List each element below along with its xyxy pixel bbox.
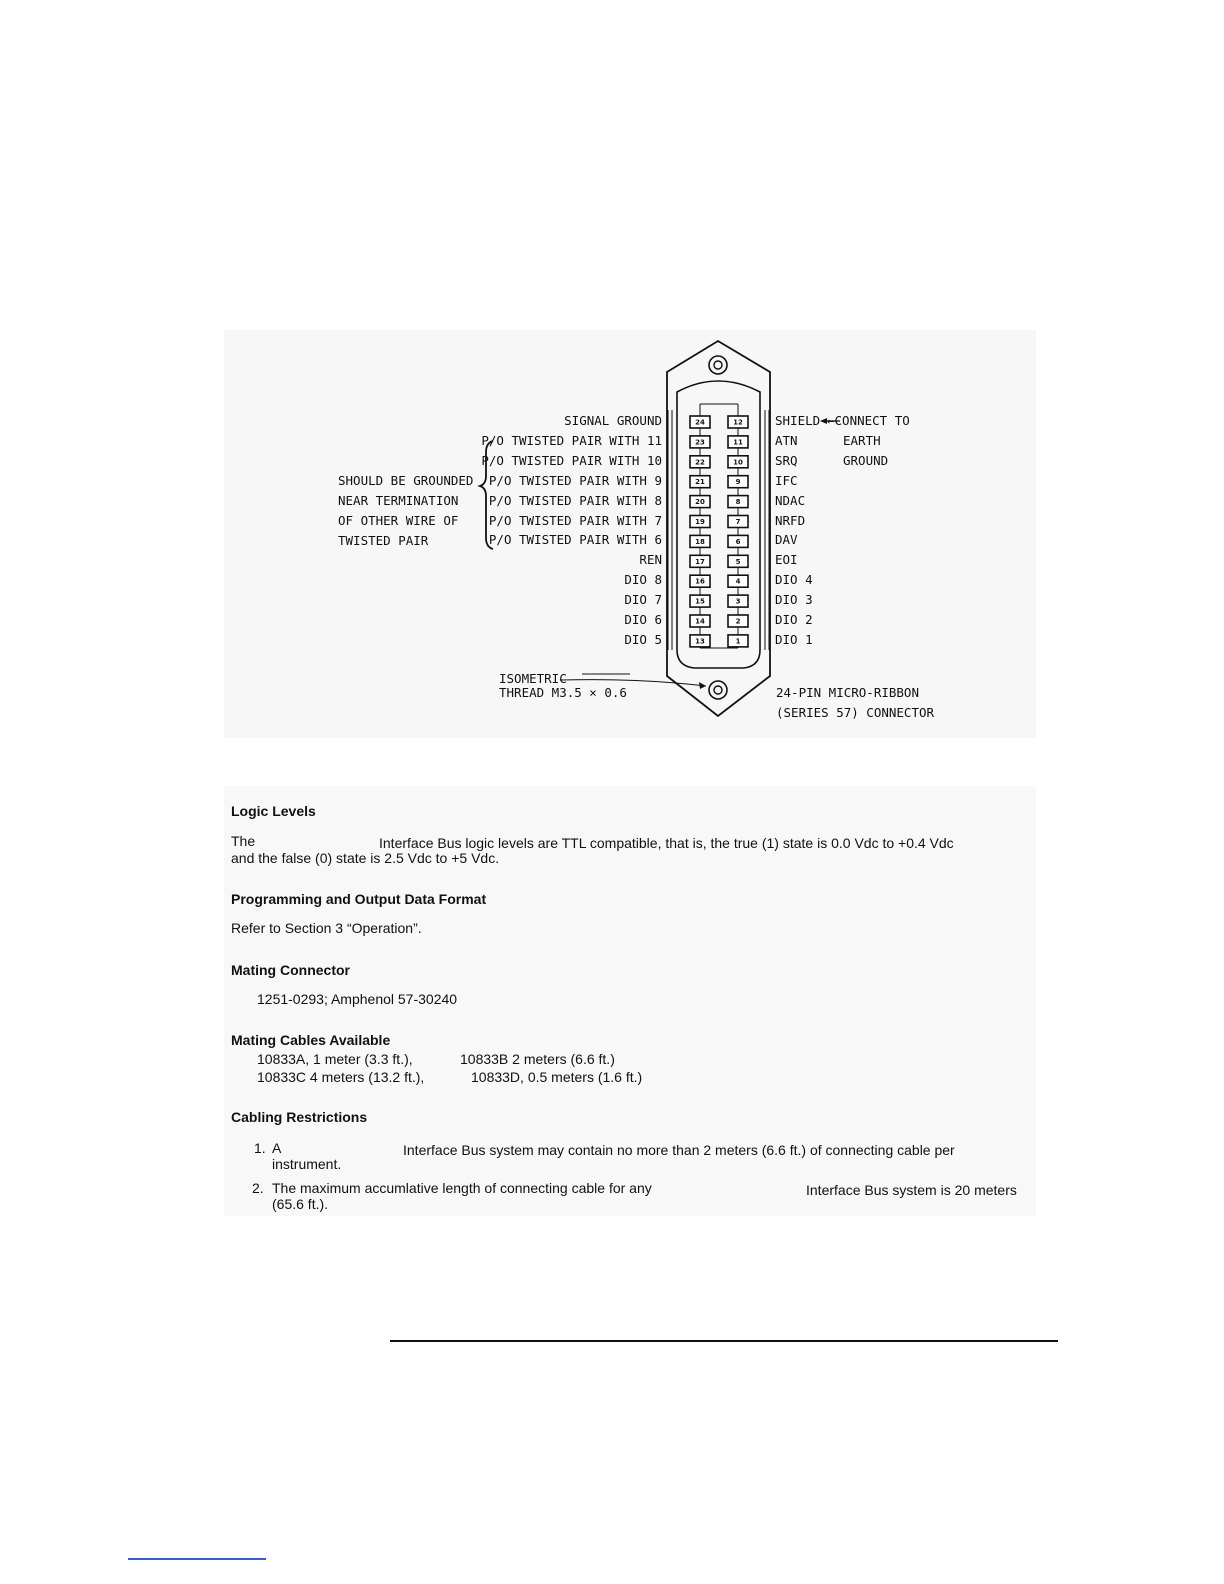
pin-number: 13: [695, 637, 705, 646]
left-pin-label: P/O TWISTED PAIR WITH 6: [488, 532, 662, 548]
left-pin-label: DIO 5: [624, 631, 662, 647]
item2-number: 2.: [252, 1180, 264, 1196]
connector-diagram: [0, 0, 1224, 760]
pin-number: 19: [695, 518, 705, 526]
shield-note-3: GROUND: [843, 453, 889, 468]
pin-number: 22: [695, 458, 705, 467]
logic-text-1: Interface Bus logic levels are TTL compatible, that is, the true (1) state is 0.0 Vdc to +0.4 Vdc: [379, 835, 954, 851]
pin-number: 6: [735, 537, 741, 546]
grounded-note-2: NEAR TERMINATION: [338, 493, 459, 508]
right-pin-label: SHIELD: [775, 413, 821, 428]
right-pin-label: SRQ: [775, 452, 798, 468]
cabling-restrictions-heading: Cabling Restrictions: [231, 1109, 368, 1125]
pin-number: 11: [733, 438, 743, 447]
left-pin-label: P/O TWISTED PAIR WITH 10: [481, 452, 662, 468]
cable-10833d: 10833D, 0.5 meters (1.6 ft.): [471, 1069, 643, 1085]
pin-number: 21: [695, 478, 705, 487]
pin-number: 3: [735, 597, 741, 606]
left-pin-label: SIGNAL GROUND: [564, 413, 662, 428]
right-pin-label: EOI: [775, 552, 798, 568]
pin-number: 14: [695, 617, 705, 626]
item2-text: The maximum accumlative length of connecting cable for any: [272, 1180, 652, 1196]
right-pin-label: DIO 2: [775, 612, 813, 627]
cable-10833a: 10833A, 1 meter (3.3 ft.),: [257, 1051, 413, 1067]
thread-label-1: ISOMETRIC: [499, 671, 567, 686]
right-pin-label: DAV: [775, 532, 798, 548]
pin-number: 5: [735, 557, 741, 566]
left-pin-label: P/O TWISTED PAIR WITH 11: [481, 432, 662, 448]
mating-connector-heading: Mating Connector: [231, 962, 350, 978]
item1-text-end: instrument.: [272, 1156, 342, 1172]
pin-number: 18: [695, 537, 705, 546]
bottom-screw-icon: [709, 681, 727, 699]
right-pin-label: ATN: [775, 432, 798, 448]
right-pin-label: DIO 3: [775, 592, 813, 608]
pin-number: 2: [735, 617, 741, 626]
right-pin-label: NDAC: [775, 492, 806, 508]
logic-levels-heading: Logic Levels: [231, 803, 316, 819]
right-pin-label: NRFD: [775, 512, 806, 528]
grounded-note-4: TWISTED PAIR: [338, 533, 429, 548]
pin-number: 8: [735, 498, 741, 507]
pin-number: 9: [735, 478, 741, 487]
cable-10833b: 10833B 2 meters (6.6 ft.): [460, 1051, 615, 1067]
thread-label-2: THREAD M3.5 × 0.6: [499, 685, 627, 700]
connector-label-1: 24-PIN MICRO-RIBBON: [776, 685, 919, 700]
mating-cables-heading: Mating Cables Available: [231, 1032, 391, 1048]
programming-text: Refer to Section 3 “Operation”.: [231, 920, 422, 936]
pin-number: 7: [735, 518, 741, 526]
cable-10833c: 10833C 4 meters (13.2 ft.),: [257, 1069, 425, 1085]
connector-outer-shell: [667, 341, 770, 716]
left-pin-label: REN: [639, 552, 662, 568]
left-pin-label: DIO 8: [624, 572, 662, 588]
grounded-note-1: SHOULD BE GROUNDED: [338, 473, 474, 488]
pin-number: 24: [695, 418, 705, 427]
pin-number: 23: [695, 438, 705, 447]
connector-label-2: (SERIES 57) CONNECTOR: [776, 705, 935, 720]
shield-note-2: EARTH: [843, 433, 881, 448]
grounded-note-3: OF OTHER WIRE OF: [338, 513, 459, 528]
right-pin-label: DIO 4: [775, 572, 813, 588]
footer-rule: [390, 1340, 1058, 1342]
item1-text: Interface Bus system may contain no more than 2 meters (6.6 ft.) of connecting cable per: [403, 1142, 955, 1158]
right-pin-label: IFC: [775, 472, 798, 488]
left-pin-label: DIO 7: [624, 592, 662, 608]
left-pin-label: P/O TWISTED PAIR WITH 8: [488, 492, 662, 508]
pin-number: 17: [695, 557, 705, 566]
logic-text-2: and the false (0) state is 2.5 Vdc to +5 Vdc.: [231, 850, 500, 866]
pin-number: 20: [695, 498, 705, 507]
item1-text-start: A: [272, 1140, 282, 1156]
item2-text-b: Interface Bus system is 20 meters: [806, 1182, 1017, 1198]
left-pin-label: DIO 6: [624, 612, 662, 627]
programming-heading: Programming and Output Data Format: [231, 891, 487, 907]
right-pin-label: DIO 1: [775, 631, 813, 647]
item1-number: 1.: [254, 1140, 266, 1156]
pin-number: 10: [733, 458, 743, 467]
shield-note-1: ←CONNECT TO: [827, 413, 910, 428]
item2-text-end: (65.6 ft.).: [272, 1196, 329, 1212]
top-screw-icon: [709, 356, 727, 374]
left-pin-label: P/O TWISTED PAIR WITH 7: [488, 512, 662, 528]
pin-number: 12: [733, 418, 743, 427]
mating-connector-text: 1251-0293; Amphenol 57-30240: [257, 991, 458, 1007]
logic-text-start: The: [231, 833, 256, 849]
pin-number: 1: [735, 637, 741, 646]
pin-number: 4: [735, 577, 741, 586]
pin-number: 16: [695, 577, 705, 586]
left-pin-label: P/O TWISTED PAIR WITH 9: [488, 472, 662, 488]
pin-number: 15: [695, 597, 705, 606]
footer-link-underline: [128, 1558, 266, 1560]
